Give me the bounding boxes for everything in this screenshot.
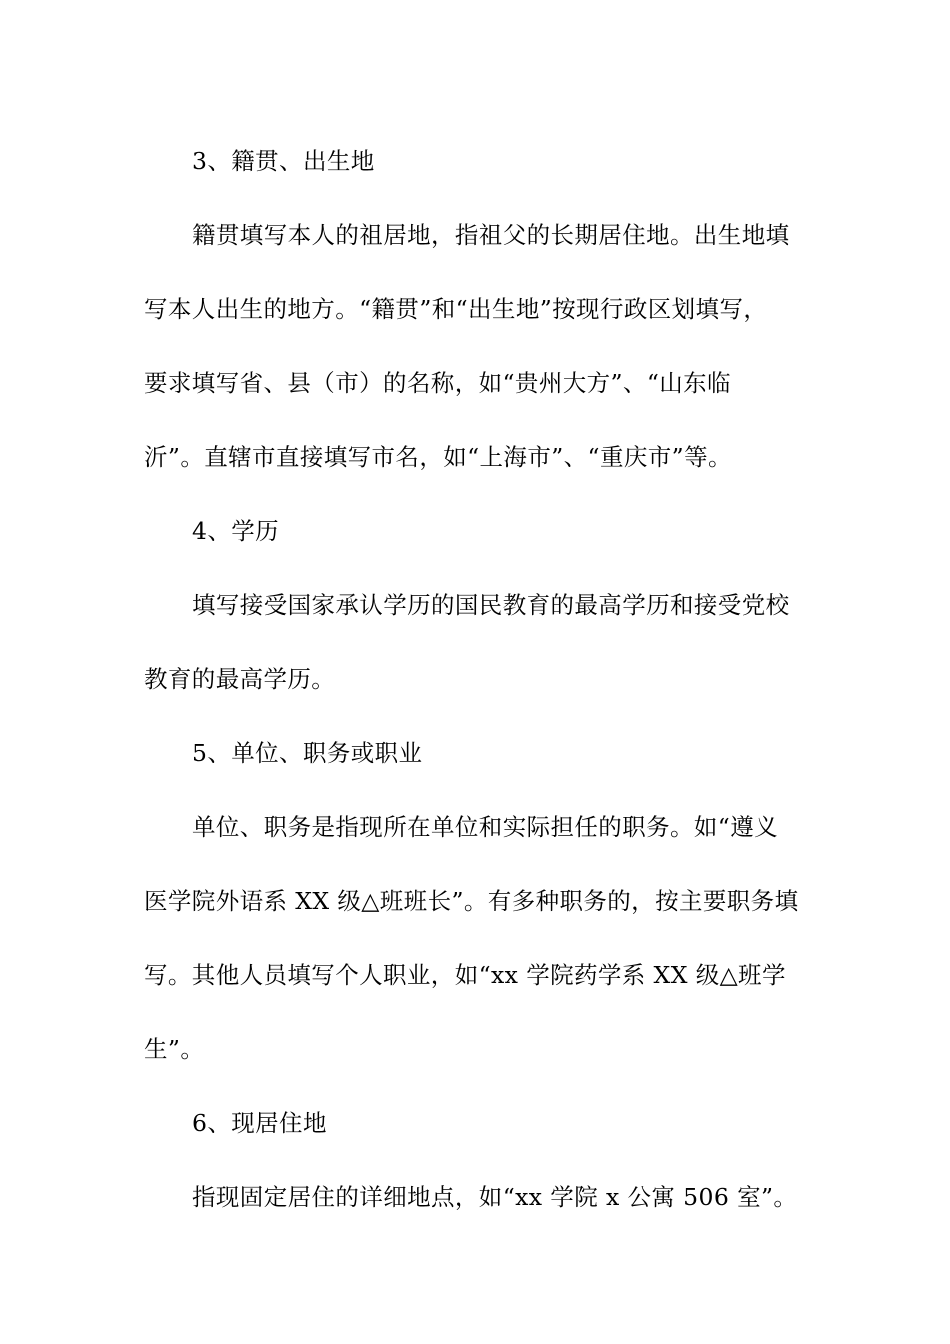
section-heading-education: 4、学历	[192, 517, 280, 545]
text-line: 单位、职务是指现所在单位和实际担任的职务。如“遵义	[192, 813, 779, 841]
text-line: 要求填写省、县（市）的名称，如“贵州大方”、“山东临	[144, 369, 731, 397]
text-line: 生”。	[144, 1035, 205, 1063]
text-line: 写。其他人员填写个人职业，如“xx 学院药学系 XX 级△班学	[144, 961, 786, 989]
text-line: 教育的最高学历。	[144, 665, 336, 693]
text-line: 填写接受国家承认学历的国民教育的最高学历和接受党校	[192, 591, 790, 619]
paragraph-education	[144, 568, 808, 716]
paragraph-birthplace	[144, 198, 808, 494]
document-body	[144, 124, 808, 1234]
paragraph-occupation	[144, 790, 808, 1086]
text-line: 写本人出生的地方。“籍贯”和“出生地”按现行政区划填写，	[144, 295, 768, 323]
paragraph-residence	[144, 1160, 808, 1234]
text-line: 医学院外语系 XX 级△班班长”。有多种职务的，按主要职务填	[144, 887, 799, 915]
text-line: 沂”。直辖市直接填写市名，如“上海市”、“重庆市”等。	[144, 443, 732, 471]
section-heading-birthplace: 3、籍贯、出生地	[192, 147, 375, 175]
text-line: 指现固定居住的详细地点，如“xx 学院 x 公寓 506 室”。	[192, 1183, 798, 1211]
section-heading-residence: 6、现居住地	[192, 1109, 327, 1137]
text-line: 籍贯填写本人的祖居地，指祖父的长期居住地。出生地填	[192, 221, 790, 249]
section-heading-occupation: 5、单位、职务或职业	[192, 739, 423, 767]
